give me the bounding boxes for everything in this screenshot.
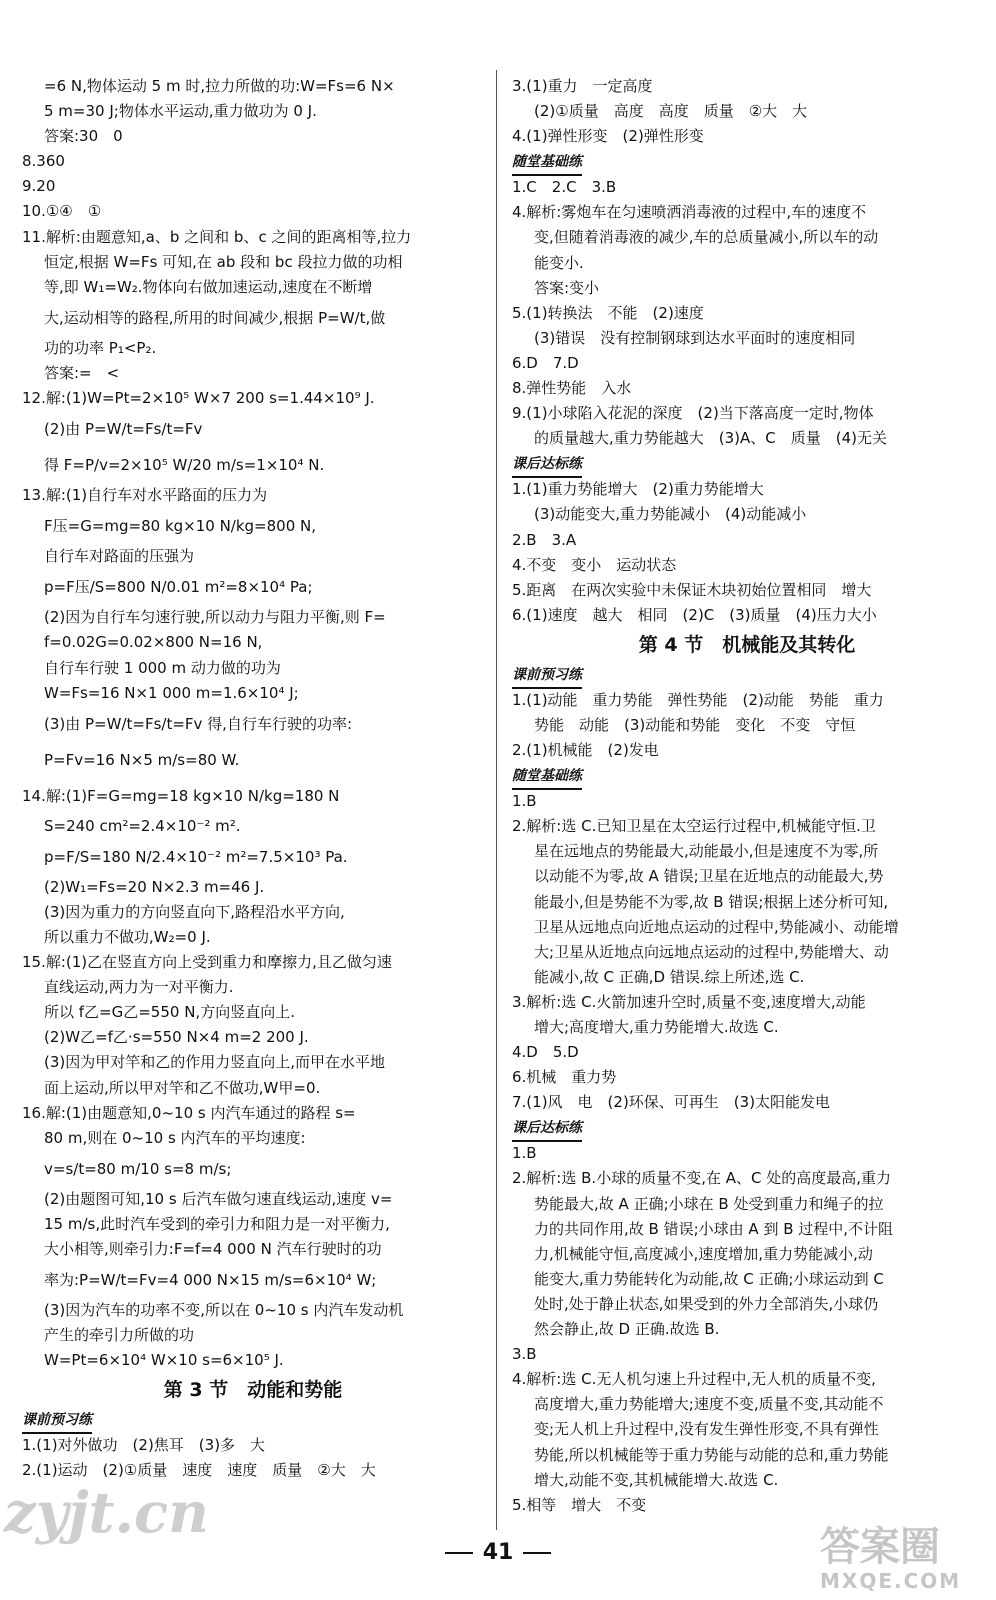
right-b4-line: 卫星从远地点向近地点运动的过程中,势能减小、动能增 bbox=[534, 917, 899, 936]
left-line: S=240 cm²=2.4×10⁻² m². bbox=[44, 816, 241, 835]
right-b3-line: 2.(1)机械能 (2)发电 bbox=[512, 741, 659, 760]
right-b4-line: 4.D 5.D bbox=[512, 1043, 579, 1062]
left-line: 16.解:(1)由题意知,0~10 s 内汽车通过的路程 s= bbox=[22, 1103, 356, 1122]
left-line: 得 F=P/v=2×10⁵ W/20 m/s=1×10⁴ N. bbox=[44, 456, 325, 475]
right-b2-line: 1.(1)重力势能增大 (2)重力势能增大 bbox=[512, 480, 764, 499]
left-line: 答案:= < bbox=[44, 363, 120, 382]
section-label-after-class-1: 课后达标练 bbox=[512, 452, 582, 478]
right-b4-line: 3.解析:选 C.火箭加速升空时,质量不变,速度增大,动能 bbox=[512, 992, 866, 1011]
chapter-heading-4: 第 4 节 机械能及其转化 bbox=[638, 633, 856, 656]
left-line: 11.解析:由题意知,a、b 之间和 b、c 之间的距离相等,拉力 bbox=[22, 227, 412, 246]
right-b5-line: 势能,所以机械能等于重力势能与动能的总和,重力势能 bbox=[534, 1445, 889, 1464]
left-line: 自行车对路面的压强为 bbox=[44, 547, 195, 566]
left-line: 9.20 bbox=[22, 177, 56, 196]
right-block-3 bbox=[512, 688, 982, 763]
left-line: (3)因为重力的方向竖直向下,路程沿水平方向, bbox=[44, 902, 345, 921]
left-line: (2)W₁=Fs=20 N×2.3 m=46 J. bbox=[44, 877, 265, 896]
left-line: 10.①④ ① bbox=[22, 202, 102, 221]
right-b1-line: (3)错误 没有控制钢球到达水平面时的速度相同 bbox=[534, 328, 856, 347]
watermark-zyjt: zyjt.cn bbox=[4, 1480, 209, 1546]
chapter-heading-3: 第 3 节 动能和势能 bbox=[163, 1379, 343, 1402]
left-line: =6 N,物体运动 5 m 时,拉力所做的功:W=Fs=6 N× bbox=[44, 77, 395, 95]
left-line: (2)由题图可知,10 s 后汽车做匀速直线运动,速度 v= bbox=[44, 1189, 393, 1208]
section-label-preview-2: 课前预习练 bbox=[512, 663, 582, 689]
right-b2-line: 4.不变 变小 运动状态 bbox=[512, 555, 677, 574]
left-line: (2)W乙=f乙·s=550 N×4 m=2 200 J. bbox=[44, 1028, 309, 1047]
left-answer-lines bbox=[22, 74, 484, 1373]
right-b5-line: 高度增大,重力势能增大;速度不变,质量不变,其动能不 bbox=[534, 1395, 884, 1414]
right-b3-line: 势能 动能 (3)动能和势能 变化 不变 守恒 bbox=[534, 715, 856, 734]
right-b4-line: 2.解析:选 C.已知卫星在太空运行过程中,机械能守恒.卫 bbox=[512, 817, 876, 836]
left-tail-line: 1.(1)对外做功 (2)焦耳 (3)多 大 bbox=[22, 1436, 266, 1455]
right-b4-line: 星在远地点的势能最大,动能最小,但是速度不为零,所 bbox=[534, 842, 879, 861]
left-line: 15.解:(1)乙在竖直方向上受到重力和摩擦力,且乙做匀速 bbox=[22, 953, 392, 972]
right-b5-line: 变;无人机上升过程中,没有发生弹性形变,不具有弹性 bbox=[534, 1420, 879, 1439]
left-line: 功的功率 P₁<P₂. bbox=[44, 338, 157, 357]
left-line: F压=G=mg=80 kg×10 N/kg=800 N, bbox=[44, 517, 317, 536]
right-b1-line: 6.D 7.D bbox=[512, 353, 579, 372]
right-b2-line: 5.距离 在两次实验中未保证木块初始位置相同 增大 bbox=[512, 580, 872, 599]
left-line: W=Fs=16 N×1 000 m=1.6×10⁴ J; bbox=[44, 683, 299, 702]
right-b2-line: 6.(1)速度 越大 相同 (2)C (3)质量 (4)压力大小 bbox=[512, 605, 877, 624]
right-b5-line: 2.解析:选 B.小球的质量不变,在 A、C 处的高度最高,重力 bbox=[512, 1169, 892, 1188]
left-line: 恒定,根据 W=Fs 可知,在 ab 段和 bc 段拉力做的功相 bbox=[44, 252, 403, 271]
left-column bbox=[22, 74, 484, 1484]
left-line: (3)由 P=W/t=Fs/t=Fv 得,自行车行驶的功率: bbox=[44, 714, 353, 733]
right-b5-line: 1.B bbox=[512, 1144, 537, 1163]
right-b2-line: 2.B 3.A bbox=[512, 530, 577, 549]
right-block-4 bbox=[512, 789, 982, 1115]
left-line: 大小相等,则牵引力:F=f=4 000 N 汽车行驶时的功 bbox=[44, 1240, 382, 1258]
left-line: W=Pt=6×10⁴ W×10 s=6×10⁵ J. bbox=[44, 1351, 284, 1370]
right-b5-line: 势能最大,故 A 正确;小球在 B 处受到重力和绳子的拉 bbox=[534, 1194, 884, 1213]
right-top-line: 4.(1)弹性形变 (2)弹性形变 bbox=[512, 127, 704, 146]
right-column bbox=[512, 74, 982, 1518]
right-b5-line: 力,机械能守恒,高度减小,速度增加,重力势能减小,动 bbox=[534, 1244, 873, 1263]
left-line: (3)因为汽车的功率不变,所以在 0~10 s 内汽车发动机 bbox=[44, 1301, 404, 1320]
left-line: 等,即 W₁=W₂.物体向右做加速运动,速度在不断增 bbox=[44, 277, 373, 296]
right-b5-line: 能变大,重力势能转化为动能,故 C 正确;小球运动到 C bbox=[534, 1269, 884, 1288]
left-line: P=Fv=16 N×5 m/s=80 W. bbox=[44, 750, 240, 769]
right-b5-line: 处时,处于静止状态,如果受到的外力全部消失,小球仍 bbox=[534, 1294, 879, 1313]
right-b1-line: 能变小. bbox=[534, 253, 584, 272]
right-b4-line: 7.(1)风 电 (2)环保、可再生 (3)太阳能发电 bbox=[512, 1093, 831, 1112]
left-line: 80 m,则在 0~10 s 内汽车的平均速度: bbox=[44, 1128, 306, 1147]
right-b4-line: 以动能不为零,故 A 错误;卫星在近地点的动能最大,势 bbox=[534, 867, 884, 886]
left-line: 大,运动相等的路程,所用的时间减少,根据 P=W/t,做 bbox=[44, 308, 386, 327]
right-b1-line: 1.C 2.C 3.B bbox=[512, 178, 617, 197]
left-line: 14.解:(1)F=G=mg=18 kg×10 N/kg=180 N bbox=[22, 786, 340, 805]
right-block-1 bbox=[512, 175, 982, 451]
watermark-mxqe: 答案圈 MXQE.COM bbox=[820, 1524, 962, 1593]
right-b5-line: 5.相等 增大 不变 bbox=[512, 1495, 647, 1514]
left-line: 5 m=30 J;物体水平运动,重力做功为 0 J. bbox=[44, 102, 317, 121]
right-b1-line: 变,但随着消毒液的减少,车的总质量减小,所以车的动 bbox=[534, 228, 879, 247]
left-line: 答案:30 0 bbox=[44, 127, 123, 146]
right-b4-line: 6.机械 重力势 bbox=[512, 1068, 617, 1087]
left-line: 自行车行驶 1 000 m 动力做的功为 bbox=[44, 658, 281, 677]
right-b2-line: (3)动能变大,重力势能减小 (4)动能减小 bbox=[534, 505, 807, 524]
right-b1-line: 答案:变小 bbox=[534, 278, 600, 297]
right-b4-line: 增大;高度增大,重力势能增大.故选 C. bbox=[534, 1018, 779, 1036]
right-b4-line: 1.B bbox=[512, 792, 537, 811]
section-label-after-class-2: 课后达标练 bbox=[512, 1116, 582, 1142]
right-b5-line: 力的共同作用,故 B 错误;小球由 A 到 B 过程中,不计阻 bbox=[534, 1219, 894, 1238]
left-line: f=0.02G=0.02×800 N=16 N, bbox=[44, 633, 263, 652]
right-b1-line: 5.(1)转换法 不能 (2)速度 bbox=[512, 303, 704, 322]
right-b1-line: 9.(1)小球陷入花泥的深度 (2)当下落高度一定时,物体 bbox=[512, 404, 874, 423]
right-b5-line: 增大,动能不变,其机械能增大.故选 C. bbox=[534, 1470, 779, 1489]
left-line: p=F压/S=800 N/0.01 m²=8×10⁴ Pa; bbox=[44, 578, 313, 597]
right-top-line: (2)①质量 高度 高度 质量 ②大 大 bbox=[534, 102, 808, 121]
left-line: 直线运动,两力为一对平衡力. bbox=[44, 978, 234, 997]
left-tail-line: 2.(1)运动 (2)①质量 速度 速度 质量 ②大 大 bbox=[22, 1461, 376, 1480]
left-line: 13.解:(1)自行车对水平路面的压力为 bbox=[22, 486, 268, 505]
right-b4-line: 大;卫星从近地点向远地点运动的过程中,势能增大、动 bbox=[534, 942, 889, 961]
right-b4-line: 能最小,但是势能不为零,故 B 错误;根据上述分析可知, bbox=[534, 892, 889, 911]
right-b5-line: 3.B bbox=[512, 1345, 537, 1364]
left-line: 所以重力不做功,W₂=0 J. bbox=[44, 927, 211, 946]
left-line: 所以 f乙=G乙=550 N,方向竖直向上. bbox=[44, 1003, 295, 1022]
left-line: (2)由 P=W/t=Fs/t=Fv bbox=[44, 420, 203, 439]
left-line: 8.360 bbox=[22, 152, 65, 171]
right-b1-line: 的质量越大,重力势能越大 (3)A、C 质量 (4)无关 bbox=[534, 429, 888, 448]
right-top-lines bbox=[512, 74, 982, 149]
left-line: 12.解:(1)W=Pt=2×10⁵ W×7 200 s=1.44×10⁹ J. bbox=[22, 389, 375, 408]
right-block-2 bbox=[512, 477, 982, 628]
left-line: 产生的牵引力所做的功 bbox=[44, 1326, 195, 1345]
left-line: p=F/S=180 N/2.4×10⁻² m²=7.5×10³ Pa. bbox=[44, 847, 348, 866]
section-label-classroom-1: 随堂基础练 bbox=[512, 150, 582, 176]
left-line: 面上运动,所以甲对竿和乙不做功,W甲=0. bbox=[44, 1078, 321, 1097]
right-b1-line: 8.弹性势能 入水 bbox=[512, 379, 632, 398]
right-b5-line: 然会静止,故 D 正确.故选 B. bbox=[534, 1320, 720, 1339]
left-tail-lines bbox=[22, 1433, 484, 1483]
page-number: 41 bbox=[0, 1540, 996, 1565]
left-line: v=s/t=80 m/10 s=8 m/s; bbox=[44, 1159, 232, 1178]
section-label-classroom-2: 随堂基础练 bbox=[512, 764, 582, 790]
right-b5-line: 4.解析:选 C.无人机匀速上升过程中,无人机的质量不变, bbox=[512, 1370, 876, 1389]
right-b4-line: 能减小,故 C 正确,D 错误.综上所述,选 C. bbox=[534, 967, 805, 986]
left-line: (3)因为甲对竿和乙的作用力竖直向上,而甲在水平地 bbox=[44, 1053, 386, 1072]
right-top-line: 3.(1)重力 一定高度 bbox=[512, 77, 653, 95]
section-label-preview: 课前预习练 bbox=[22, 1408, 92, 1434]
left-line: 15 m/s,此时汽车受到的牵引力和阻力是一对平衡力, bbox=[44, 1214, 390, 1233]
right-b1-line: 4.解析:雾炮车在匀速喷洒消毒液的过程中,车的速度不 bbox=[512, 203, 867, 222]
right-b3-line: 1.(1)动能 重力势能 弹性势能 (2)动能 势能 重力 bbox=[512, 690, 884, 709]
left-line: (2)因为自行车匀速行驶,所以动力与阻力平衡,则 F= bbox=[44, 608, 386, 627]
right-block-5 bbox=[512, 1141, 982, 1517]
column-divider bbox=[496, 70, 497, 1530]
left-line: 率为:P=W/t=Fv=4 000 N×15 m/s=6×10⁴ W; bbox=[44, 1271, 377, 1290]
